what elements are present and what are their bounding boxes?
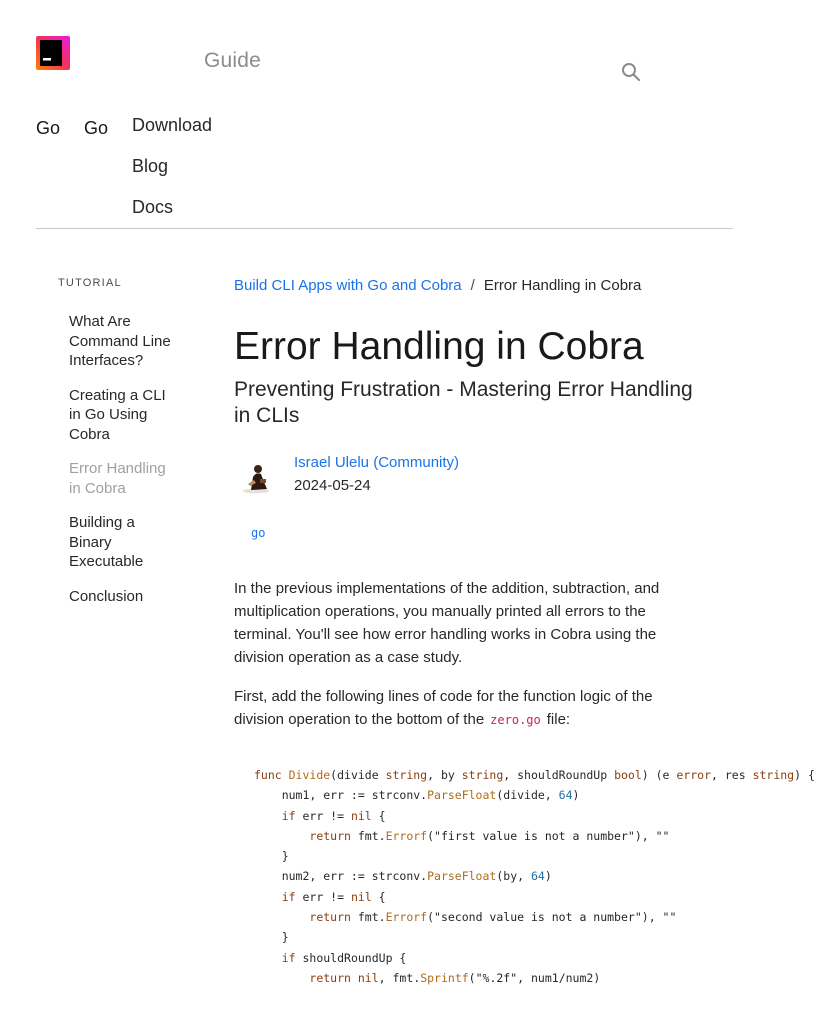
- code-line: if err != nil {: [281, 808, 386, 823]
- author-avatar: [242, 462, 272, 494]
- toc-heading: TUTORIAL: [58, 277, 122, 289]
- instruction-text-end: file:: [546, 711, 571, 728]
- jetbrains-logo-icon[interactable]: [36, 36, 70, 70]
- code-line: num1, err := strconv.ParseFloat(divide, 64): [254, 788, 580, 803]
- tag-go-link[interactable]: go: [251, 526, 266, 540]
- code-block: [234, 760, 815, 1010]
- code-line: return fmt.Errorf("first value is not a number"), "": [309, 828, 670, 843]
- breadcrumb-separator: /: [470, 277, 475, 294]
- guide-title: Guide: [204, 49, 262, 72]
- header-divider: [36, 228, 733, 229]
- toc-item-what-are-cli[interactable]: What Are Command Line Interfaces?: [69, 313, 171, 369]
- code-line: func Divide(divide string, by string, shouldRoundUp bool) (e error, res string) {: [254, 768, 815, 782]
- code-line: }: [254, 849, 289, 864]
- post-date: 2024-05-24: [294, 477, 371, 494]
- breadcrumb-parent-link[interactable]: Build CLI Apps with Go and Cobra: [234, 277, 462, 294]
- toc-item-conclusion[interactable]: Conclusion: [69, 587, 144, 605]
- instruction-paragraph: [234, 685, 704, 732]
- inline-code-filename: zero.go: [490, 713, 541, 727]
- breadcrumb: [234, 276, 724, 296]
- intro-paragraph: In the previous implementations of the addition, subtraction, and multiplication operations, you manually printed all errors to the terminal. You'll see how error handling works in Cobra using the division operation as a case study.: [234, 580, 660, 666]
- author-link[interactable]: Israel Ulelu (Community): [294, 454, 460, 471]
- page-title: Error Handling in Cobra: [234, 325, 644, 368]
- toc-item-error-handling[interactable]: Error Handling in Cobra: [69, 460, 166, 497]
- nav-blog-link[interactable]: Blog: [132, 156, 169, 176]
- instruction-text: First, add the following lines of code for the function logic of the division operation to the bottom of the: [234, 688, 653, 728]
- code-line: return fmt.Errorf("second value is not a number"), "": [309, 910, 677, 925]
- nav-docs-link[interactable]: Docs: [132, 197, 174, 217]
- page-subtitle: Preventing Frustration - Mastering Error Handling in CLIs: [234, 378, 693, 427]
- article: [234, 276, 724, 728]
- nav-download-link[interactable]: Download: [132, 115, 213, 135]
- toc-item-building-binary[interactable]: Building a Binary Executable: [69, 514, 144, 570]
- nav-go-link[interactable]: Go: [84, 118, 109, 138]
- code-line: }: [254, 930, 289, 945]
- toc-item-creating-cli[interactable]: Creating a CLI in Go Using Cobra: [69, 386, 166, 443]
- code-line: return nil, fmt.Sprintf("%.2f", num1/num2): [309, 970, 601, 985]
- code-line: if shouldRoundUp {: [281, 950, 407, 965]
- code-line: num2, err := strconv.ParseFloat(by, 64): [254, 869, 552, 884]
- search-icon[interactable]: [620, 61, 642, 83]
- toc-list: [69, 312, 179, 621]
- breadcrumb-current: Error Handling in Cobra: [483, 277, 642, 294]
- code-line: if err != nil {: [281, 889, 386, 904]
- nav-go-logo-text[interactable]: Go: [36, 118, 61, 138]
- code-content: [254, 765, 815, 988]
